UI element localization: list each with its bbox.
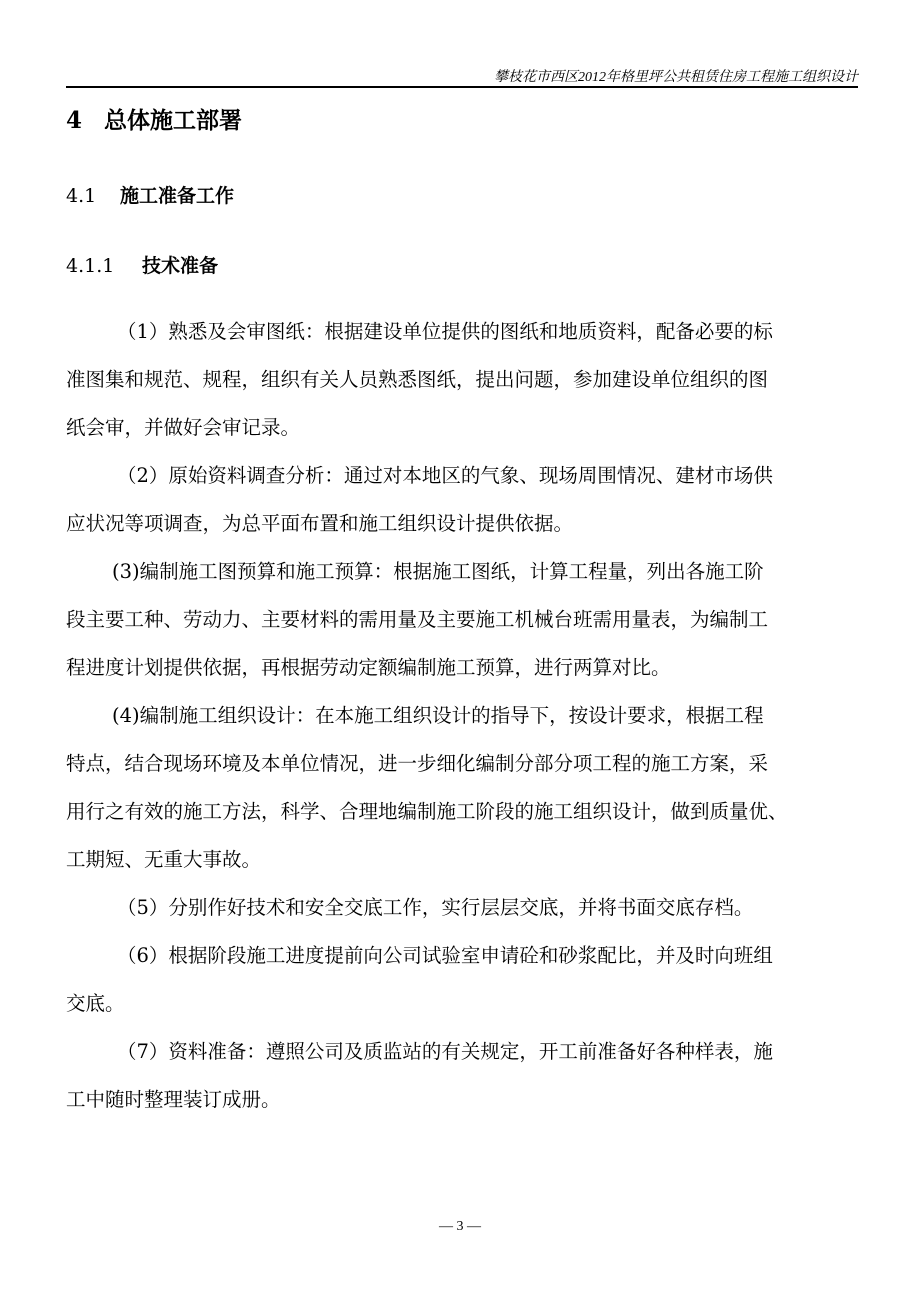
- subsection-title: 施工准备工作: [120, 185, 235, 207]
- paragraph-line: 纸会审，并做好会审记录。: [66, 416, 301, 439]
- paragraph-3: [66, 548, 866, 692]
- paragraph-line: 段主要工种、劳动力、主要材料的需用量及主要施工机械台班需用量表，为编制工: [66, 608, 769, 631]
- paragraph-5: [66, 884, 866, 932]
- page-number: — 3 —: [439, 1219, 481, 1234]
- subsubsection-number: 4.1.1: [66, 255, 115, 277]
- paragraph-6: [66, 932, 866, 1028]
- header-divider: [66, 86, 858, 88]
- paragraph-7: [66, 1028, 866, 1124]
- paragraph-line: 交底。: [66, 992, 125, 1015]
- paragraph-line: 工中随时整理装订成册。: [66, 1088, 281, 1111]
- subsection-heading: [66, 181, 234, 208]
- subsubsection-heading: [66, 251, 218, 278]
- paragraph-line: 用行之有效的施工方法，科学、合理地编制施工阶段的施工组织设计，做到质量优、: [66, 800, 788, 823]
- subsection-number: 4.1: [66, 185, 97, 207]
- section-heading: [66, 102, 242, 135]
- paragraph-line: (3)编制施工图预算和施工预算：根据施工图纸，计算工程量，列出各施工阶: [112, 560, 764, 583]
- paragraph-line: （1）熟悉及会审图纸：根据建设单位提供的图纸和地质资料，配备必要的标: [117, 320, 773, 343]
- paragraph-line: 特点，结合现场环境及本单位情况，进一步细化编制分部分项工程的施工方案，采: [66, 752, 769, 775]
- paragraph-line: （5）分别作好技术和安全交底工作，实行层层交底，并将书面交底存档。: [117, 896, 754, 919]
- paragraph-1: [66, 308, 866, 452]
- paragraph-line: 应状况等项调查，为总平面布置和施工组织设计提供依据。: [66, 512, 574, 535]
- paragraph-4: [66, 692, 866, 884]
- paragraph-line: （6）根据阶段施工进度提前向公司试验室申请砼和砂浆配比，并及时向班组: [117, 944, 773, 967]
- paragraph-line: 准图集和规范、规程，组织有关人员熟悉图纸，提出问题，参加建设单位组织的图: [66, 368, 769, 391]
- paragraph-line: （7）资料准备：遵照公司及质监站的有关规定，开工前准备好各种样表，施: [117, 1040, 773, 1063]
- section-number: 4: [66, 107, 83, 134]
- running-header: 攀枝花市西区2012年格里坪公共租赁住房工程施工组织设计: [494, 70, 858, 85]
- paragraph-line: 程进度计划提供依据，再根据劳动定额编制施工预算，进行两算对比。: [66, 656, 671, 679]
- paragraph-line: 工期短、无重大事故。: [66, 848, 262, 871]
- paragraph-line: (4)编制施工组织设计：在本施工组织设计的指导下，按设计要求，根据工程: [112, 704, 764, 727]
- paragraph-2: [66, 452, 866, 548]
- paragraph-line: （2）原始资料调查分析：通过对本地区的气象、现场周围情况、建材市场供: [117, 464, 773, 487]
- subsubsection-title: 技术准备: [142, 255, 219, 277]
- section-title: 总体施工部署: [104, 107, 242, 134]
